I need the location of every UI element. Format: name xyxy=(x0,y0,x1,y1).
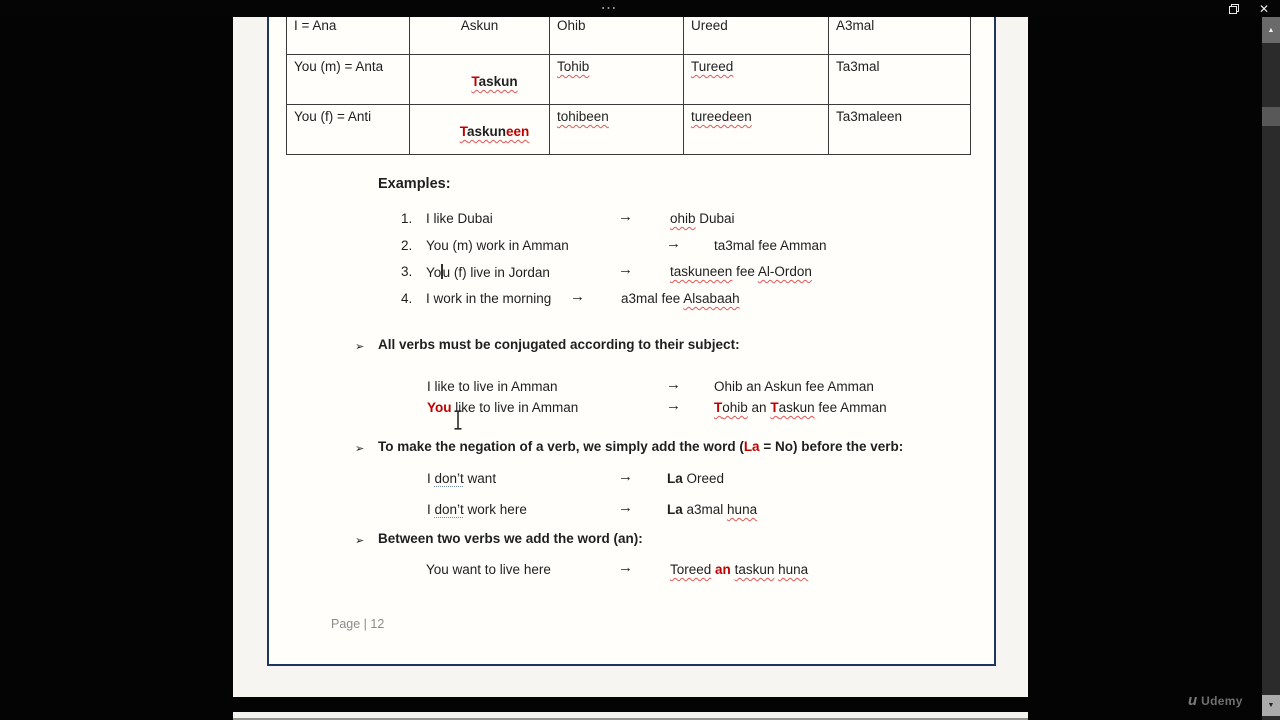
table-cell xyxy=(410,105,550,155)
table-cell: You (f) = Anti xyxy=(287,105,410,155)
red-letter: T xyxy=(714,400,723,415)
list-number: 2. xyxy=(401,238,413,253)
table-cell: Ureed xyxy=(684,9,829,55)
arrow-glyph: → xyxy=(618,499,633,516)
red-letter: T xyxy=(471,74,479,89)
word-rest: ohib xyxy=(722,400,748,415)
table-cell xyxy=(684,105,829,155)
misspelled-word: Alsabaah xyxy=(683,291,740,306)
bold-word: La xyxy=(667,471,683,486)
highlight-word: an xyxy=(715,562,731,577)
bullet-marker: ➢ xyxy=(355,443,365,455)
conjugation-table xyxy=(286,8,971,155)
misspelled-word: tohibeen xyxy=(557,109,609,124)
word: like to live in Amman xyxy=(451,400,579,415)
udemy-watermark xyxy=(1188,692,1243,709)
more-options-icon[interactable]: ⋯ xyxy=(600,0,618,17)
word-rest: askun xyxy=(478,74,518,89)
example-arabic xyxy=(621,291,740,307)
table-cell: I = Ana xyxy=(287,9,410,55)
arrow-glyph: → xyxy=(618,261,633,278)
example-arabic xyxy=(714,400,887,416)
word-rest: askun xyxy=(466,124,507,139)
heading-part: To make the negation of a verb, we simply add the word ( xyxy=(378,439,744,454)
word: a3mal fee xyxy=(621,291,684,306)
red-letter: T xyxy=(459,124,467,139)
example-english: I like Dubai xyxy=(426,211,493,226)
word: u (f) live in Jordan xyxy=(442,265,550,280)
misspelled-word: huna xyxy=(778,562,809,577)
misspelled-word: Al-Ordon xyxy=(757,264,812,279)
red-letter: T xyxy=(770,400,779,415)
example-english: I like to live in Amman xyxy=(427,379,558,394)
arrow-glyph: → xyxy=(666,235,681,252)
example-arabic: Ohib an Askun fee Amman xyxy=(714,379,874,394)
highlight-word: La xyxy=(743,439,760,454)
list-number: 4. xyxy=(401,291,413,306)
misspelled-word: Tohib xyxy=(557,59,590,74)
scroll-down-icon[interactable]: ▼ xyxy=(1262,695,1280,716)
word: I xyxy=(427,471,435,486)
example-english: You (m) work in Amman xyxy=(426,238,569,253)
grammar-flagged-word: don’t xyxy=(434,471,464,486)
word: fee xyxy=(732,264,758,279)
word: Dubai xyxy=(695,211,735,226)
example-english xyxy=(427,400,578,416)
example-english xyxy=(427,471,496,487)
table-cell xyxy=(550,55,684,105)
restore-window-button[interactable] xyxy=(1220,0,1248,17)
example-arabic xyxy=(670,562,808,578)
restore-window-icon xyxy=(1229,4,1239,14)
list-number: 1. xyxy=(401,211,413,226)
example-arabic xyxy=(670,211,735,227)
arrow-glyph: → xyxy=(618,468,633,485)
red-suffix: een xyxy=(506,124,530,139)
arrow-glyph: → xyxy=(570,288,585,305)
list-number: 3. xyxy=(401,264,413,279)
ibeam-mouse-cursor xyxy=(452,410,464,435)
example-english xyxy=(426,264,550,281)
table-cell: Ta3mal xyxy=(829,55,971,105)
example-arabic xyxy=(670,264,812,280)
misspelled-word: Toreed xyxy=(670,562,712,577)
misspelled-word: tureedeen xyxy=(691,109,752,124)
table-cell: Ohib xyxy=(550,9,684,55)
rule-heading: All verbs must be conjugated according to their subject: xyxy=(378,337,740,352)
table-cell: Askun xyxy=(410,9,550,55)
word: Yo xyxy=(426,265,442,280)
example-arabic xyxy=(667,471,724,487)
example-arabic xyxy=(667,502,757,518)
table-row xyxy=(287,105,971,155)
rule-heading xyxy=(378,439,903,455)
example-english xyxy=(427,502,527,518)
misspelled-word: taskun xyxy=(734,562,775,577)
scrollbar-thumb[interactable] xyxy=(1262,107,1280,126)
table-cell xyxy=(684,55,829,105)
udemy-brand-label: Udemy xyxy=(1201,693,1243,708)
arrow-glyph: → xyxy=(618,559,633,576)
misspelled-word: huna xyxy=(727,502,758,517)
examples-heading: Examples: xyxy=(378,176,451,192)
close-window-button[interactable]: ✕ xyxy=(1258,1,1270,16)
table-row xyxy=(287,55,971,105)
table-cell: A3mal xyxy=(829,9,971,55)
word: want xyxy=(463,471,497,486)
example-arabic: ta3mal fee Amman xyxy=(714,238,827,253)
bold-word: La xyxy=(667,502,683,517)
word: work here xyxy=(463,502,527,517)
table-cell: You (m) = Anta xyxy=(287,55,410,105)
word-rest: askun xyxy=(778,400,815,415)
arrow-glyph: → xyxy=(666,397,681,414)
table-cell xyxy=(410,55,550,105)
example-english: I work in the morning xyxy=(426,291,552,306)
vertical-scrollbar[interactable] xyxy=(1262,17,1280,720)
udemy-logo-icon: u xyxy=(1188,692,1198,709)
scroll-up-icon[interactable]: ▲ xyxy=(1262,17,1280,43)
misspelled-word: ohib xyxy=(670,211,696,226)
heading-part: = No) before the verb: xyxy=(759,439,904,454)
misspelled-word: Tureed xyxy=(691,59,734,74)
page-number-label: Page | 12 xyxy=(331,617,385,631)
arrow-glyph: → xyxy=(666,376,681,393)
word: a3mal xyxy=(682,502,728,517)
next-page-top-edge xyxy=(233,712,1028,720)
bullet-marker: ➢ xyxy=(355,341,365,353)
word: Oreed xyxy=(682,471,725,486)
misspelled-word: taskuneen xyxy=(670,264,733,279)
example-english: You want to live here xyxy=(426,562,551,577)
bullet-marker: ➢ xyxy=(355,535,365,547)
word: fee Amman xyxy=(814,400,887,415)
highlight-word: You xyxy=(427,400,452,415)
table-cell xyxy=(550,105,684,155)
word: I xyxy=(427,502,435,517)
arrow-glyph: → xyxy=(618,208,633,225)
word: an xyxy=(747,400,771,415)
grammar-flagged-word: don’t xyxy=(434,502,464,517)
rule-heading: Between two verbs we add the word (an): xyxy=(378,531,643,546)
table-cell: Ta3maleen xyxy=(829,105,971,155)
title-bar xyxy=(0,0,1280,17)
